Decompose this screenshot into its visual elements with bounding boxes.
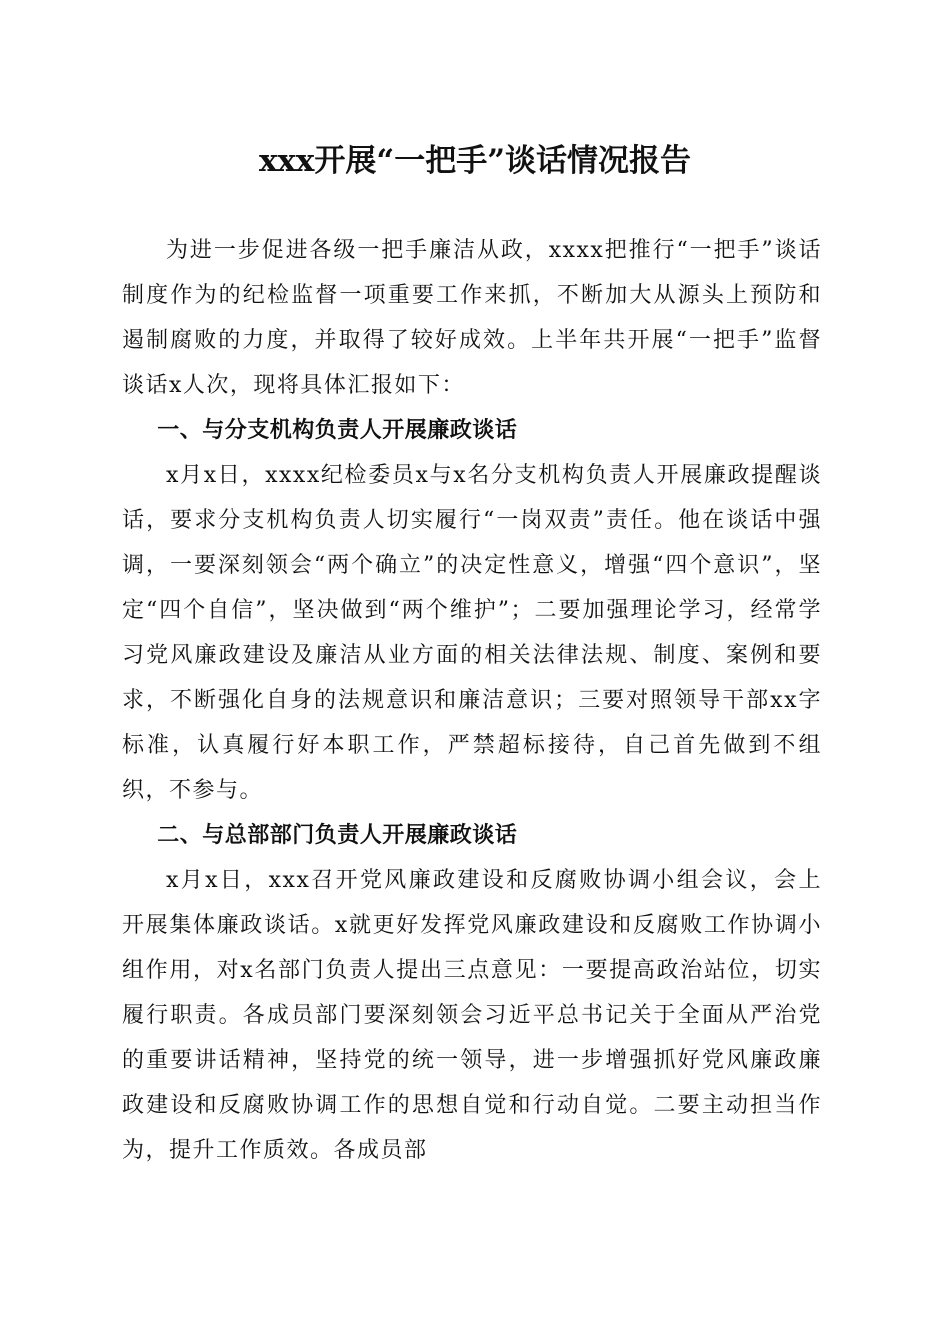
section-2-heading: 二、与总部部门负责人开展廉政谈话 — [157, 823, 518, 848]
intro-paragraph: 为进一步促进各级一把手廉洁从政，xxxx把推行“一把手”谈话制度作为的纪检监督一项重要工作来抓，不断加大从源头上预防和遏制腐败的力度，并取得了较好成效。上半年共开展“一把手”监督谈话x人次，现将具体汇报如下： — [122, 238, 822, 398]
section-2-paragraph: x月x日，xxx召开党风廉政建设和反腐败协调小组会议，会上开展集体廉政谈话。x就更好发挥党风廉政建设和反腐败工作协调小组作用，对x名部门负责人提出三点意见：一要提高政治站位，切实履行职责。各成员部门要深刻领会习近平总书记关于全面从严治党的重要讲话精神，坚持党的统一领导，进一步增强抓好党风廉政廉政建设和反腐败协调工作的思想自觉和行动自觉。二要主动担当作为，提升工作质效。各成员部 — [122, 868, 822, 1163]
document-body — [122, 228, 822, 1173]
section-1-heading: 一、与分支机构负责人开展廉政谈话 — [157, 418, 518, 443]
document-title: xxx开展“一把手”谈话情况报告 — [258, 143, 692, 179]
section-1-paragraph: x月x日，xxxx纪检委员x与x名分支机构负责人开展廉政提醒谈话，要求分支机构负责人切实履行“一岗双责”责任。他在谈话中强调，一要深刻领会“两个确立”的决定性意义，增强“四个意识”，坚定“四个自信”，坚决做到“两个维护”；二要加强理论学习，经常学习党风廉政建设及廉洁从业方面的相关法律法规、制度、案例和要求，不断强化自身的法规意识和廉洁意识；三要对照领导干部xx字标准，认真履行好本职工作，严禁超标接待，自己首先做到不组织，不参与。 — [122, 463, 822, 803]
